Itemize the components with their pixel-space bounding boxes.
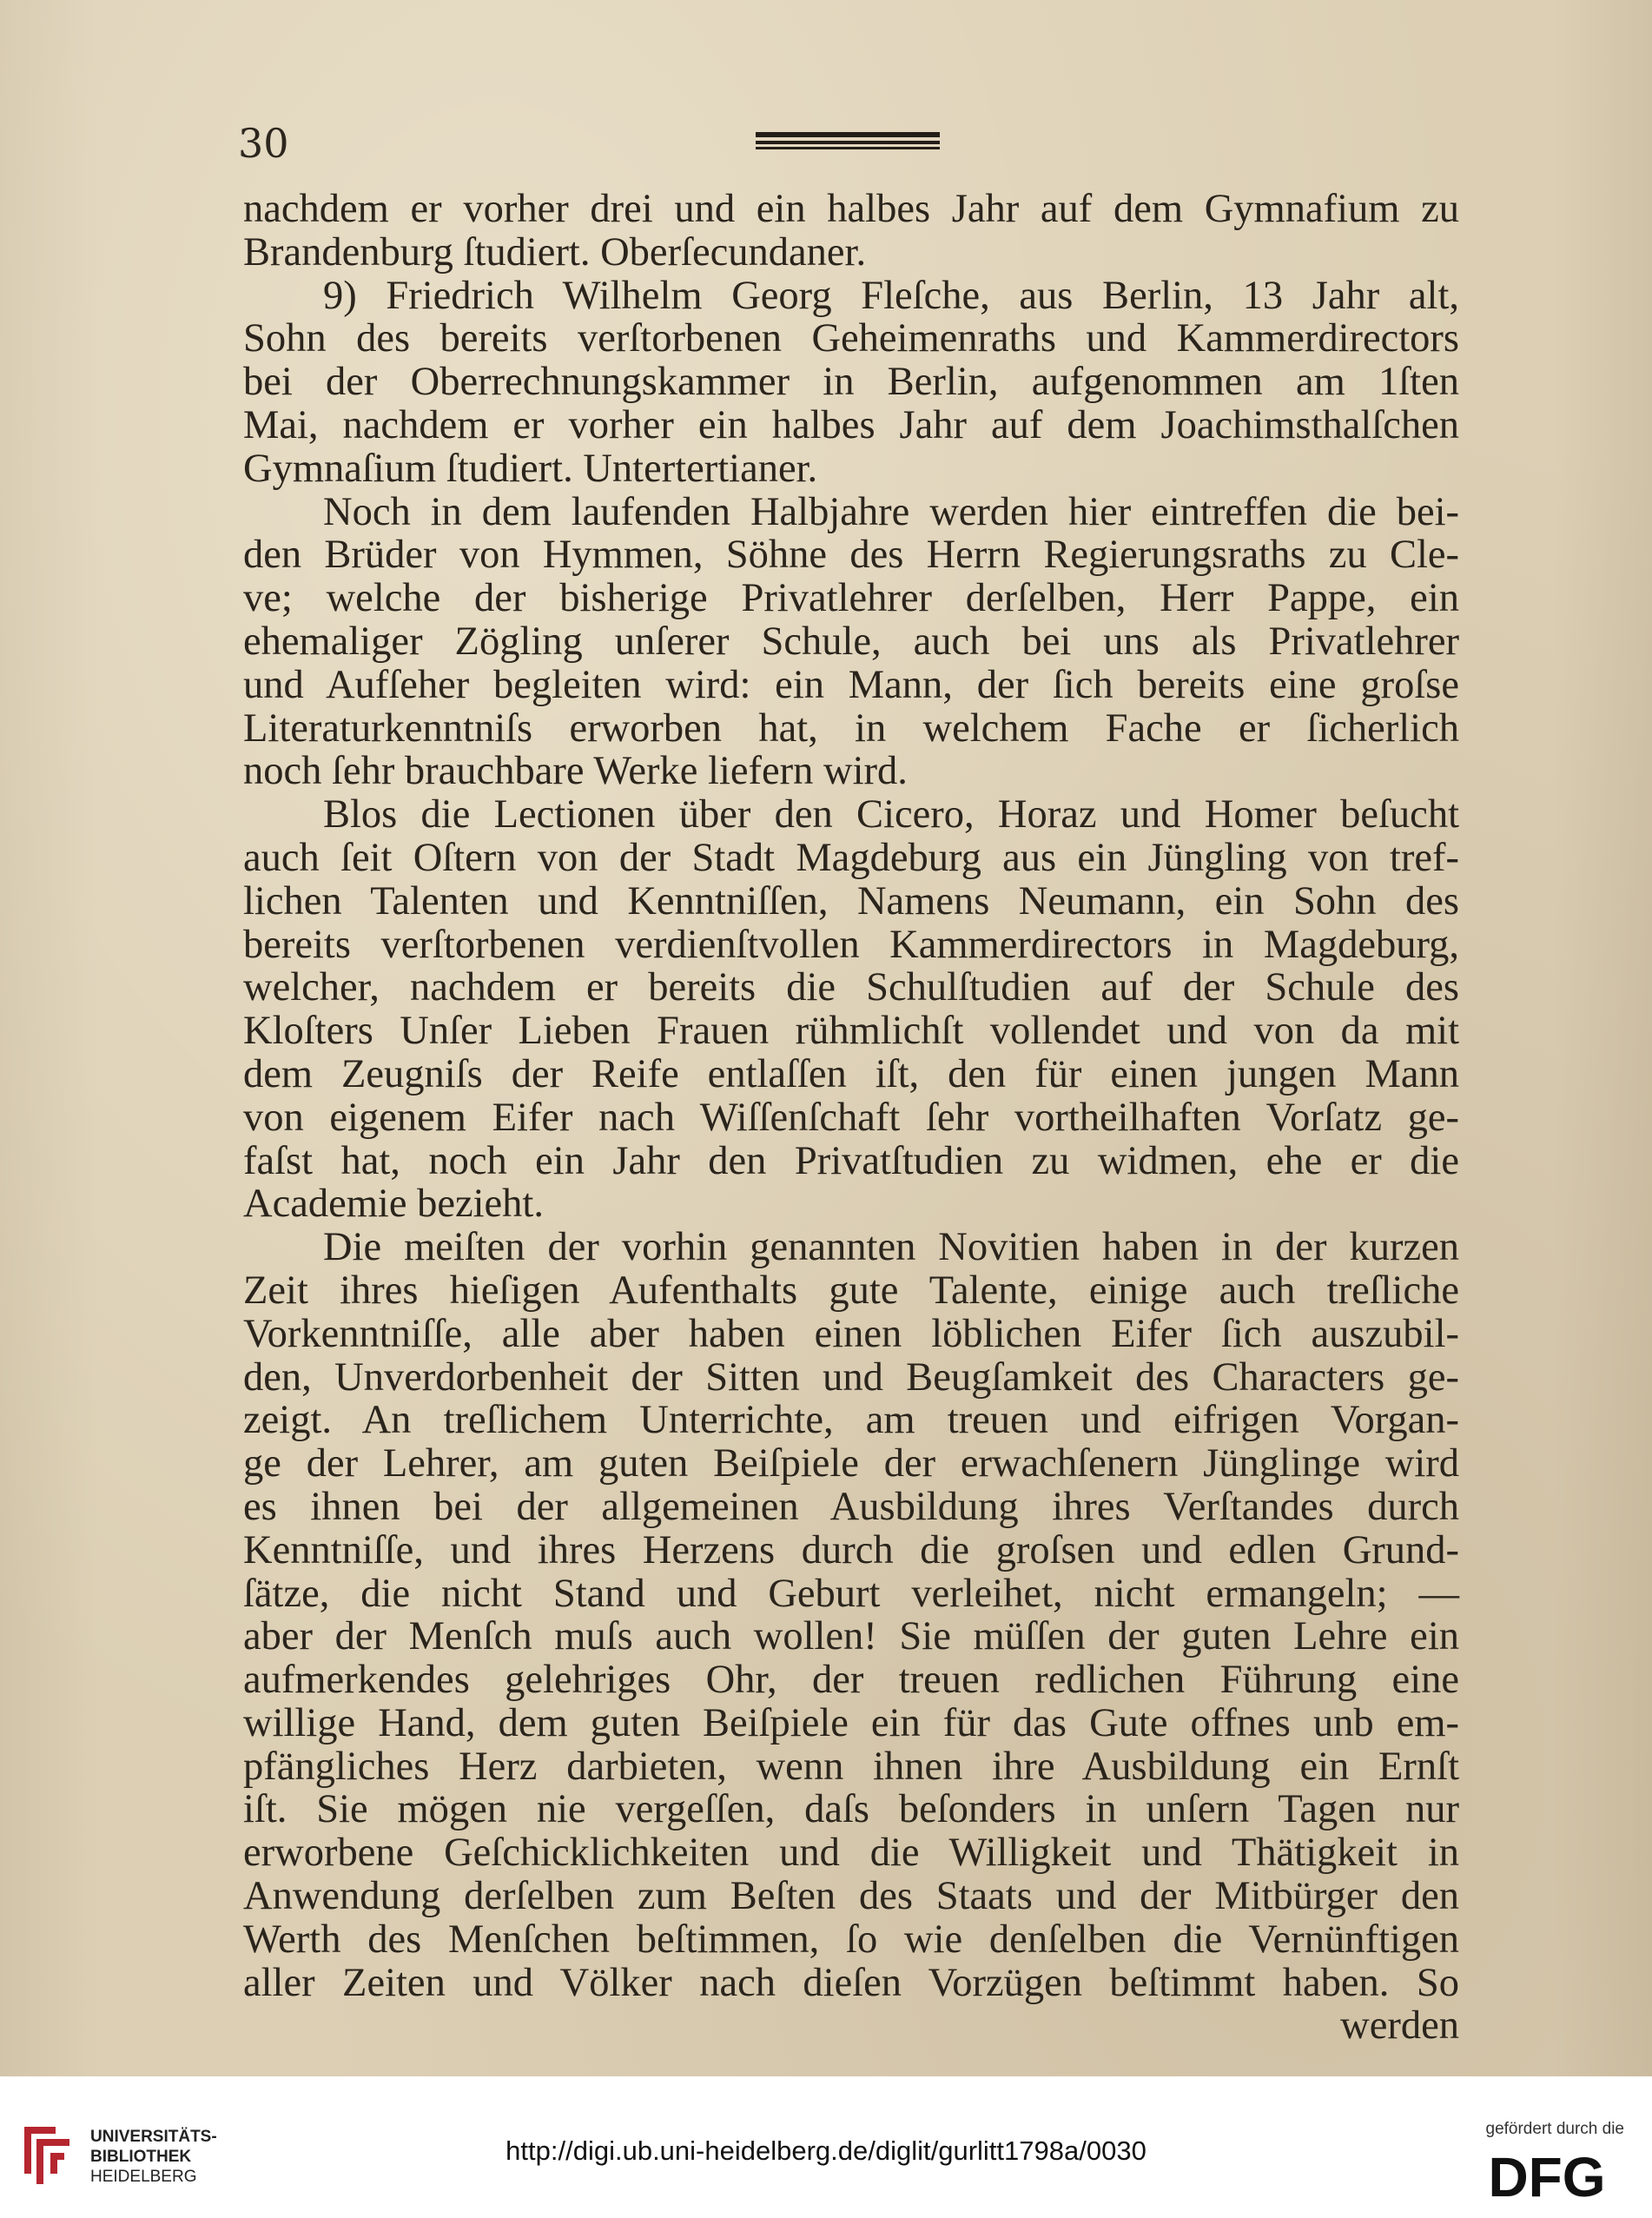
text-line: erworbene Geſchicklichkeiten und die Willigkeit und Thätigkeit in <box>243 1831 1459 1876</box>
header-rule <box>756 141 940 144</box>
text-line: willige Hand, dem guten Beiſpiele ein für das Gute offnes unb em- <box>243 1700 1459 1745</box>
text-line: Die meiſten der vorhin genannten Novitien haben in der kurzen <box>323 1225 1459 1270</box>
text-line: auch ſeit Oſtern von der Stadt Magdeburg aus ein Jüngling von tref- <box>243 835 1459 880</box>
text-line: lichen Talenten und Kenntniſſen, Namens Neumann, ein Sohn des <box>243 878 1459 924</box>
text-line: ehemaliger Zögling unſerer Schule, auch bei uns als Privatlehrer <box>243 619 1459 664</box>
text-line: ge der Lehrer, am guten Beiſpiele der erwachſenern Jünglinge wird <box>243 1441 1459 1486</box>
text-line: Mai, nachdem er vorher ein halbes Jahr auf dem Joachimsthalſchen <box>243 402 1459 447</box>
header-rule <box>756 147 940 149</box>
text-line: Kloſters Unſer Lieben Frauen rühmlichſt vollendet und von da mit <box>243 1009 1459 1054</box>
body-text <box>243 188 1459 2048</box>
text-line: 9) Friedrich Wilhelm Georg Fleſche, aus Berlin, 13 Jahr alt, <box>323 273 1459 318</box>
text-line: noch ſehr brauchbare Werke liefern wird. <box>243 749 908 794</box>
text-line: faſst hat, noch ein Jahr den Privatſtudien zu widmen, ehe er die <box>243 1138 1459 1183</box>
permalink-url[interactable]: http://digi.ub.uni-heidelberg.de/diglit/gurlitt1798a/0030 <box>506 2135 1146 2166</box>
text-line: Vorkenntniſſe, alle aber haben einen löblichen Eifer ſich auszubil- <box>243 1311 1459 1356</box>
text-line: Zeit ihres hieſigen Aufenthalts gute Talente, einige auch treſliche <box>243 1268 1459 1313</box>
library-name-line: UNIVERSITÄTS- <box>90 2128 217 2146</box>
text-line: den, Unverdorbenheit der Sitten und Beugſamkeit des Characters ge- <box>243 1354 1459 1400</box>
text-line: dem Zeugniſs der Reife entlaſſen iſt, den für einen jungen Mann <box>243 1051 1459 1096</box>
text-line: Blos die Lectionen über den Cicero, Horaz und Homer beſucht <box>323 792 1459 838</box>
page-number: 30 <box>238 120 289 167</box>
text-line: Kenntniſſe, und ihres Herzens durch die groſsen und edlen Grund- <box>243 1527 1459 1572</box>
library-name-line: BIBLIOTHEK <box>90 2148 192 2166</box>
text-line: Anwendung derſelben zum Beſten des Staats und der Mitbürger den <box>243 1874 1459 1919</box>
text-line: Werth des Menſchen beſtimmen, ſo wie denſelben die Vernünftigen <box>243 1917 1459 1962</box>
text-line: zeigt. An treſlichem Unterrichte, am treuen und eifrigen Vorgan- <box>243 1398 1459 1443</box>
text-line: aufmerkendes gelehriges Ohr, der treuen redlichen Führung eine <box>243 1658 1459 1703</box>
text-line: Noch in dem laufenden Halbjahre werden hier eintreffen die bei- <box>323 489 1459 534</box>
funding-note: gefördert durch die <box>1485 2120 1624 2138</box>
text-line: iſt. Sie mögen nie vergeſſen, daſs beſonders in unſern Tagen nur <box>243 1787 1459 1832</box>
text-line: und Aufſeher begleiten wird: ein Mann, der ſich bereits eine groſse <box>243 662 1459 707</box>
text-line: Academie bezieht. <box>243 1182 544 1227</box>
dfg-logo[interactable] <box>1470 2149 1624 2201</box>
text-line: welcher, nachdem er bereits die Schulſtudien auf der Schule des <box>243 965 1459 1010</box>
dfg-logo-text: DFG <box>1488 2149 1606 2201</box>
text-line: bereits verſtorbenen verdienſtvollen Kammerdirectors in Magdeburg, <box>243 922 1459 967</box>
text-line: Gymnaſium ſtudiert. Untertertianer. <box>243 446 818 491</box>
header-rule <box>756 132 940 137</box>
text-line: ve; welche der bisherige Privatlehrer derſelben, Herr Pappe, ein <box>243 576 1459 621</box>
text-line: nachdem er vorher drei und ein halbes Jahr auf dem Gymnafium zu <box>243 187 1459 231</box>
text-line: pfängliches Herz darbieten, wenn ihnen ihre Ausbildung ein Ernſt <box>243 1744 1459 1789</box>
text-line: aber der Menſch muſs auch wollen! Sie müſſen der guten Lehre ein <box>243 1614 1459 1659</box>
text-line: von eigenem Eifer nach Wiſſenſchaft ſehr vortheilhaften Vorſatz ge- <box>243 1095 1459 1140</box>
text-line: den Brüder von Hymmen, Söhne des Herrn Regierungsraths zu Cle- <box>243 533 1459 578</box>
text-line: ſätze, die nicht Stand und Geburt verleihet, nicht ermangeln; — <box>243 1571 1459 1616</box>
library-name-line: HEIDELBERG <box>90 2168 197 2186</box>
text-line: bei der Oberrechnungskammer in Berlin, aufgenommen am 1ſten <box>243 360 1459 405</box>
text-line: es ihnen bei der allgemeinen Ausbildung ihres Verſtandes durch <box>243 1484 1459 1529</box>
text-line: Brandenburg ſtudiert. Oberſecundaner. <box>243 229 867 275</box>
text-line: Literaturkenntniſs erworben hat, in welchem Fache er ſicherlich <box>243 705 1459 751</box>
viewer-footer <box>0 2076 1652 2218</box>
text-line: aller Zeiten und Völker nach dieſen Vorzügen beſtimmt haben. So <box>243 1960 1459 2005</box>
text-line: Sohn des bereits verſtorbenen Geheimenraths und Kammerdirectors <box>243 316 1459 361</box>
catchword: werden <box>1340 2003 1459 2049</box>
